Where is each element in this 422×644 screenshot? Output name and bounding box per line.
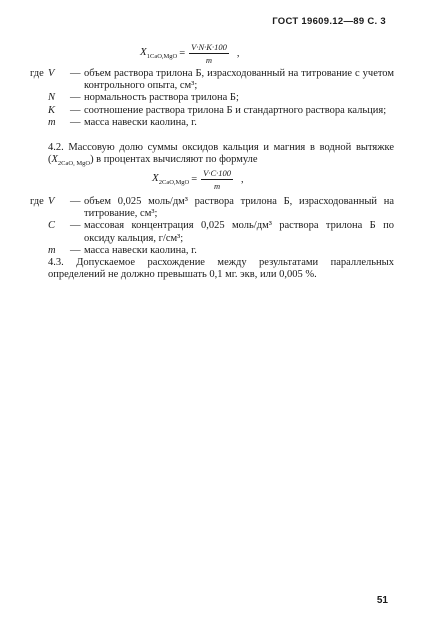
paragraph-4-3 bbox=[30, 257, 394, 282]
formula-1-comma: , bbox=[236, 48, 240, 59]
page-number: 51 bbox=[376, 595, 388, 606]
definition-text: соотношение раствора трилона Б и стандартного раствора кальция; bbox=[84, 104, 387, 116]
definition-symbol: N bbox=[48, 92, 56, 104]
definition-row bbox=[30, 196, 394, 220]
definition-symbol: V bbox=[48, 196, 55, 207]
definition-text: масса навески каолина, г. bbox=[84, 116, 197, 128]
formula-2-fraction bbox=[201, 168, 233, 191]
definition-symbol: m bbox=[48, 244, 56, 256]
definitions-2 bbox=[30, 196, 394, 257]
definition-row bbox=[30, 68, 394, 92]
definition-dash: — bbox=[70, 92, 81, 104]
definition-word bbox=[30, 220, 48, 244]
definition-symbol: C bbox=[48, 220, 56, 232]
page-header: ГОСТ 19609.12—89 С. 3 bbox=[272, 16, 386, 27]
definition-row bbox=[30, 117, 394, 129]
definition-row bbox=[30, 220, 394, 244]
formula-2-denominator: m bbox=[214, 181, 221, 191]
formula-1-lhs: X bbox=[140, 46, 147, 59]
definition-word bbox=[30, 92, 48, 104]
formula-2 bbox=[152, 168, 244, 191]
formula-1-numerator: V·N·K·100 bbox=[191, 42, 227, 52]
paragraph-4-2-lead: 4.2. Массовую долю суммы оксидов кальция и магния в водной вытяжке ( bbox=[48, 142, 394, 166]
paragraph-4-2 bbox=[30, 142, 394, 171]
paragraph-4-2-trail: ) в процентах вычисляют по формуле bbox=[90, 154, 258, 166]
paragraph-4-2-subscript: 2CaO, MgO bbox=[57, 160, 91, 168]
definition-word bbox=[30, 117, 48, 129]
definition-symbol: m bbox=[48, 116, 56, 128]
formula-2-equals: = bbox=[191, 174, 198, 185]
formula-1-subscript: 1CaO,MgO bbox=[146, 53, 178, 61]
definition-text: нормальность раствора трилона Б; bbox=[84, 92, 239, 104]
formula-1 bbox=[140, 42, 239, 65]
definition-row bbox=[30, 105, 394, 117]
definition-text: объем раствора трилона Б, израсходованный на титрование с учетом контрольного опыта, см³; bbox=[84, 68, 394, 92]
definition-text: масса навески каолина, г. bbox=[84, 244, 197, 256]
formula-1-fraction bbox=[189, 42, 229, 65]
definitions-1 bbox=[30, 68, 394, 129]
definition-dash: — bbox=[70, 104, 81, 116]
definition-dash: — bbox=[70, 116, 81, 128]
definition-word: где bbox=[30, 196, 44, 207]
paragraph-4-3-text: 4.3. Допускаемое расхождение между результатами параллельных определений не должно превышать 0,1 мг. экв, или 0,005 %. bbox=[48, 257, 394, 281]
definition-text: объем 0,025 моль/дм³ раствора трилона Б, израсходованный на титрование, см³; bbox=[84, 196, 394, 220]
definition-word bbox=[30, 245, 48, 257]
definition-word bbox=[30, 105, 48, 117]
definition-dash: — bbox=[70, 244, 81, 256]
formula-2-comma: , bbox=[241, 174, 244, 185]
formula-2-subscript: 2CaO,MgO bbox=[158, 179, 190, 187]
definition-symbol: K bbox=[48, 104, 56, 116]
definition-word: где bbox=[30, 68, 44, 79]
definition-dash: — bbox=[70, 220, 81, 232]
paragraph-4-2-symbol: X bbox=[51, 154, 58, 166]
definition-row bbox=[30, 92, 394, 104]
definition-dash: — bbox=[70, 196, 81, 207]
formula-1-denominator: m bbox=[205, 55, 213, 65]
formula-2-lhs: X bbox=[152, 172, 159, 185]
definition-dash: — bbox=[70, 68, 81, 79]
definition-symbol: V bbox=[48, 68, 55, 79]
formula-1-equals: = bbox=[179, 48, 186, 59]
definition-row bbox=[30, 245, 394, 257]
definition-text: массовая концентрация 0,025 моль/дм³ раствора трилона Б по оксиду кальция, г/см³; bbox=[84, 220, 394, 244]
formula-2-numerator: V·C·100 bbox=[203, 168, 232, 178]
